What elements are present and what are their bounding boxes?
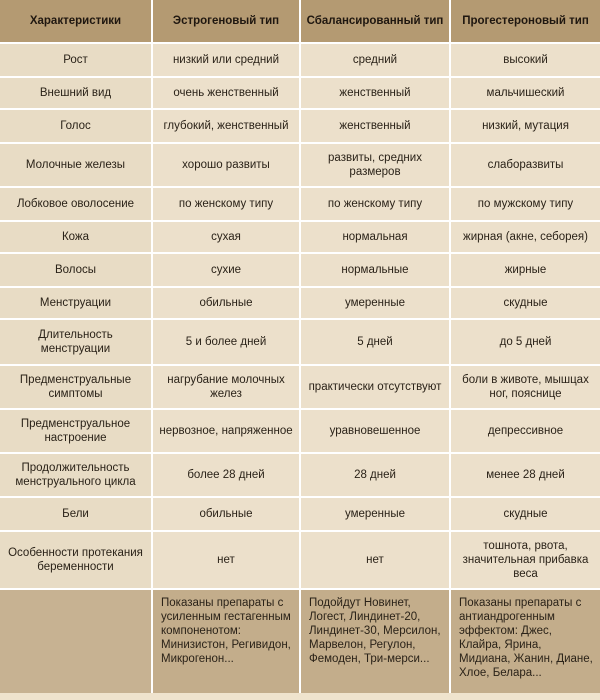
- row-label: Предменструальные симптомы: [0, 365, 152, 409]
- header-characteristics: Характеристики: [0, 0, 152, 43]
- table-row: [0, 221, 600, 253]
- table-row: [0, 497, 600, 531]
- cell-estrogen: обильные: [152, 287, 300, 319]
- table-row: [0, 187, 600, 221]
- cell-progesterone: высокий: [450, 43, 600, 77]
- row-label: Волосы: [0, 253, 152, 287]
- cell-progesterone: слаборазвиты: [450, 143, 600, 187]
- cell-progesterone: до 5 дней: [450, 319, 600, 365]
- cell-balanced: нет: [300, 531, 450, 589]
- cell-estrogen: хорошо развиты: [152, 143, 300, 187]
- cell-progesterone: тошнота, рвота, значительная прибавка веса: [450, 531, 600, 589]
- cell-balanced: умеренные: [300, 497, 450, 531]
- cell-balanced: женственный: [300, 77, 450, 109]
- row-label: Предменструальное настроение: [0, 409, 152, 453]
- cell-estrogen: сухая: [152, 221, 300, 253]
- cell-progesterone: мальчишеский: [450, 77, 600, 109]
- cell-estrogen: глубокий, женственный: [152, 109, 300, 143]
- table-row: [0, 43, 600, 77]
- table-row: [0, 143, 600, 187]
- cell-progesterone: жирные: [450, 253, 600, 287]
- row-label: Голос: [0, 109, 152, 143]
- row-label: Кожа: [0, 221, 152, 253]
- row-label: Рост: [0, 43, 152, 77]
- table-row: [0, 531, 600, 589]
- cell-balanced: по женскому типу: [300, 187, 450, 221]
- recommendation-estrogen: Показаны препараты с усиленным гестагенным компоненотом: Минизистон, Регивидон, Микрогенон...: [152, 589, 300, 693]
- table-row: [0, 77, 600, 109]
- table-row: [0, 109, 600, 143]
- cell-progesterone: менее 28 дней: [450, 453, 600, 497]
- cell-progesterone: боли в животе, мышцах ног, пояснице: [450, 365, 600, 409]
- cell-estrogen: 5 и более дней: [152, 319, 300, 365]
- cell-balanced: 28 дней: [300, 453, 450, 497]
- cell-balanced: средний: [300, 43, 450, 77]
- cell-estrogen: низкий или средний: [152, 43, 300, 77]
- cell-progesterone: по мужскому типу: [450, 187, 600, 221]
- cell-balanced: 5 дней: [300, 319, 450, 365]
- header-balanced-type: Сбалансированный тип: [300, 0, 450, 43]
- cell-progesterone: скудные: [450, 287, 600, 319]
- cell-progesterone: жирная (акне, себорея): [450, 221, 600, 253]
- cell-estrogen: сухие: [152, 253, 300, 287]
- header-estrogen-type: Эстрогеновый тип: [152, 0, 300, 43]
- table-row: [0, 253, 600, 287]
- row-label: Особенности протекания беременности: [0, 531, 152, 589]
- cell-balanced: уравновешенное: [300, 409, 450, 453]
- cell-balanced: женственный: [300, 109, 450, 143]
- cell-balanced: нормальные: [300, 253, 450, 287]
- cell-balanced: умеренные: [300, 287, 450, 319]
- cell-progesterone: низкий, мутация: [450, 109, 600, 143]
- row-label: Внешний вид: [0, 77, 152, 109]
- cell-estrogen: нагрубание молочных желез: [152, 365, 300, 409]
- header-progesterone-type: Прогестероновый тип: [450, 0, 600, 43]
- recommendations-row: [0, 589, 600, 693]
- row-label: Продолжительность менструального цикла: [0, 453, 152, 497]
- header-row: [0, 0, 600, 43]
- table-row: [0, 287, 600, 319]
- cell-progesterone: депрессивное: [450, 409, 600, 453]
- cell-estrogen: нет: [152, 531, 300, 589]
- table-row: [0, 453, 600, 497]
- table-row: [0, 365, 600, 409]
- cell-balanced: развиты, средних размеров: [300, 143, 450, 187]
- recommendation-balanced: Подойдут Новинет, Логест, Линдинет-20, Линдинет-30, Мерсилон, Марвелон, Регулон, Фемоден, Три-мерси...: [300, 589, 450, 693]
- cell-estrogen: более 28 дней: [152, 453, 300, 497]
- cell-estrogen: нервозное, напряженное: [152, 409, 300, 453]
- table-row: [0, 409, 600, 453]
- cell-estrogen: по женскому типу: [152, 187, 300, 221]
- row-label: Молочные железы: [0, 143, 152, 187]
- cell-estrogen: обильные: [152, 497, 300, 531]
- cell-progesterone: скудные: [450, 497, 600, 531]
- recommendations-label: [0, 589, 152, 693]
- row-label: Лобковое оволосение: [0, 187, 152, 221]
- row-label: Длительность менструации: [0, 319, 152, 365]
- cell-estrogen: очень женственный: [152, 77, 300, 109]
- cell-balanced: нормальная: [300, 221, 450, 253]
- recommendation-progesterone: Показаны препараты с антиандрогенным эффектом: Джес, Клайра, Ярина, Мидиана, Жанин, Диане, Хлое, Белара...: [450, 589, 600, 693]
- table-row: [0, 319, 600, 365]
- row-label: Менструации: [0, 287, 152, 319]
- cell-balanced: практически отсутствуют: [300, 365, 450, 409]
- row-label: Бели: [0, 497, 152, 531]
